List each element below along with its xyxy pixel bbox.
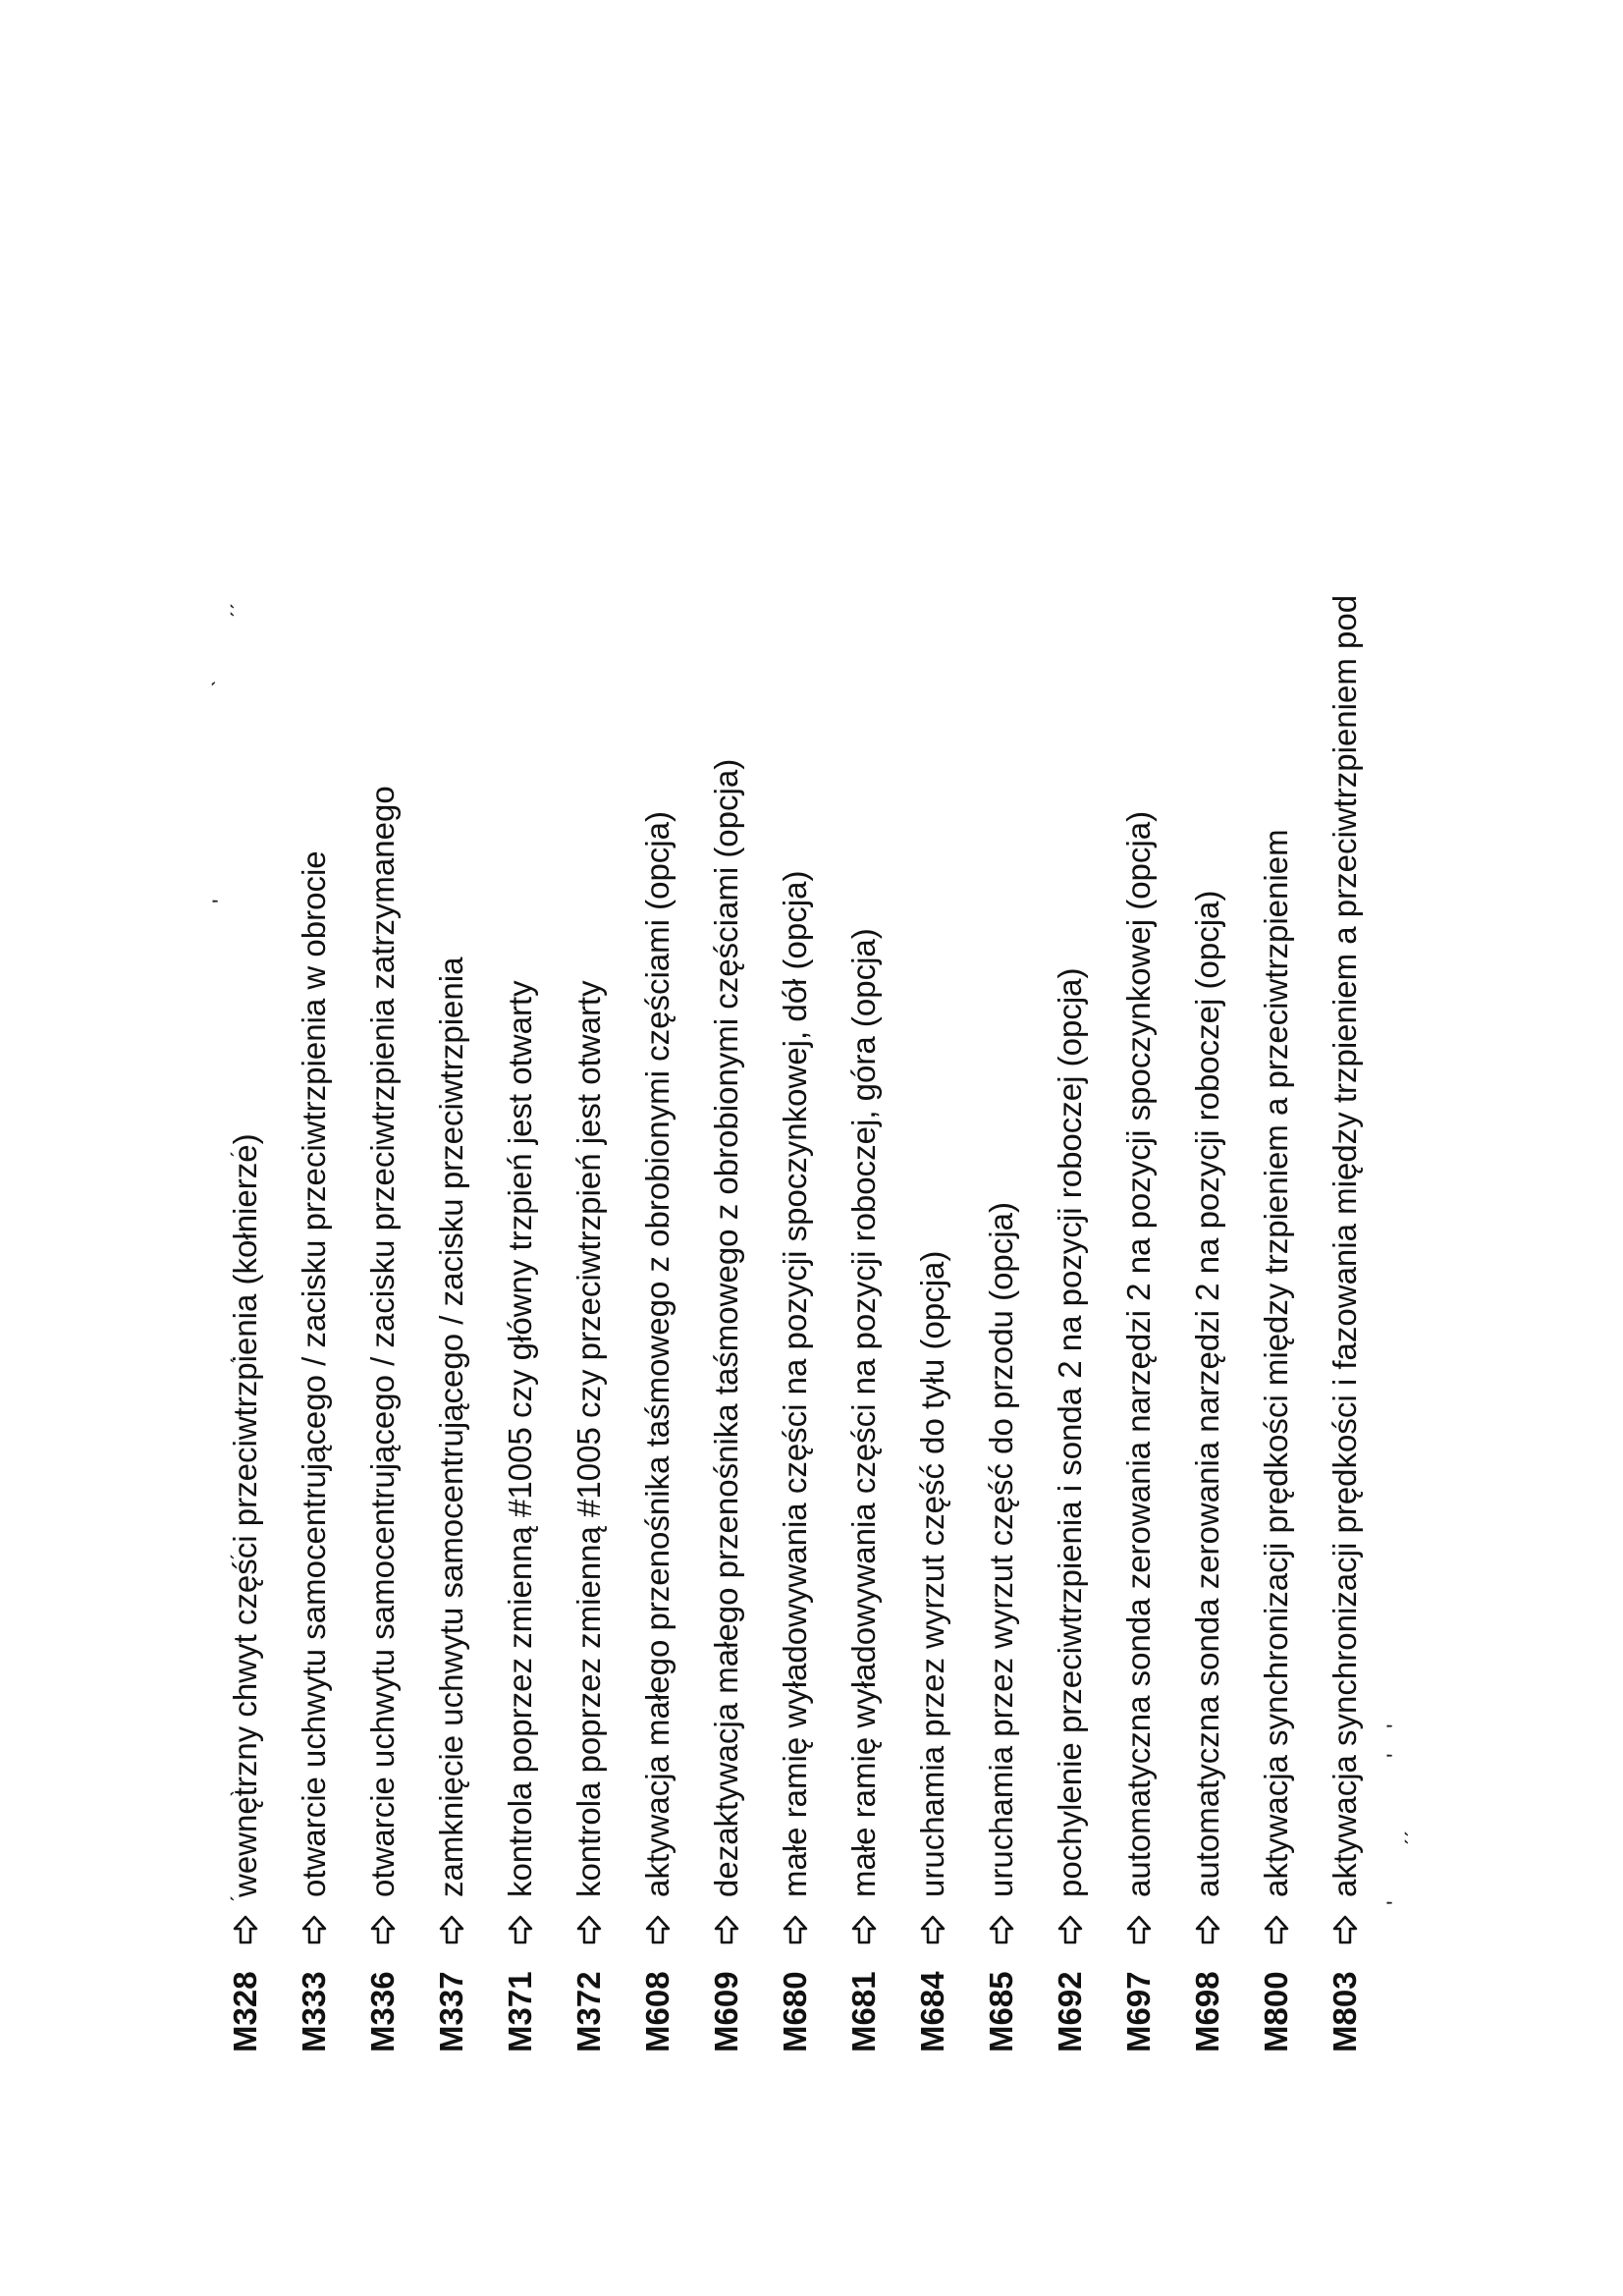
mark: ˎ xyxy=(208,1789,235,1797)
m-code-description: aktywacja małego przenośnika taśmowego z obrobionymi częściami (opcja) xyxy=(639,811,676,1897)
arrow-up-outline-icon xyxy=(918,1905,947,1954)
mark: ˏ xyxy=(208,1151,235,1159)
m-code-description: automatyczna sonda zerowania narzędzi 2 na pozycji spoczynkowej (opcja) xyxy=(1120,810,1157,1897)
mark: ˏˏ xyxy=(1382,1831,1409,1846)
arrow-up-outline-icon xyxy=(781,1905,810,1954)
arrow-up-outline-icon xyxy=(299,1905,329,1954)
arrow-up-outline-icon xyxy=(1330,1905,1360,1954)
mark: ' xyxy=(1382,1753,1409,1758)
m-code-description: kontrola poprzez zmienną #1005 czy przeciwtrzpień jest otwarty xyxy=(570,980,607,1897)
m-code: M609 xyxy=(708,1971,744,2052)
list-item xyxy=(1316,595,1375,2052)
m-code-description: automatyczna sonda zerowania narzędzi 2 na pozycji roboczej (opcja) xyxy=(1189,890,1225,1897)
mark: ˏ xyxy=(208,1554,235,1561)
m-code-description: otwarcie uchwytu samocentrującego / zacisku przeciwtrzpienia zatrzymanego xyxy=(364,786,401,1897)
m-code: M608 xyxy=(639,1971,676,2052)
m-code: M333 xyxy=(296,1971,332,2052)
m-code: M337 xyxy=(433,1971,469,2052)
mark: ˏˏ xyxy=(208,603,235,619)
mark: ' xyxy=(1382,1900,1409,1905)
m-code-description: kontrola poprzez zmienną #1005 czy główny trzpień jest otwarty xyxy=(502,980,538,1897)
list-item xyxy=(1109,811,1168,2052)
m-code: M371 xyxy=(502,1971,538,2052)
arrow-up-outline-icon xyxy=(849,1905,879,1954)
arrow-up-outline-icon xyxy=(1193,1905,1222,1954)
m-code: M328 xyxy=(227,1971,263,2052)
list-item xyxy=(422,957,481,2052)
list-item xyxy=(972,1202,1031,2052)
m-code-description: zamknięcie uchwytu samocentrującego / zacisku przeciwtrzpienia xyxy=(433,957,469,1897)
arrow-up-outline-icon xyxy=(1124,1905,1154,1954)
list-item xyxy=(1247,829,1306,2052)
list-item xyxy=(1041,968,1100,2053)
list-item xyxy=(353,786,412,2052)
m-code-description: dezaktywacja małego przenośnika taśmowego z obrobionymi częściami (opcja) xyxy=(708,758,744,1897)
m-code: M697 xyxy=(1120,1971,1157,2052)
m-code: M336 xyxy=(364,1971,401,2052)
m-code-description: pochylenie przeciwtrzpienia i sonda 2 na pozycji roboczej (opcja) xyxy=(1052,967,1088,1897)
m-code: M680 xyxy=(777,1971,813,2052)
list-item xyxy=(560,980,619,2052)
m-code-description: otwarcie uchwytu samocentrującego / zacisku przeciwtrzpienia w obrocie xyxy=(296,850,332,1897)
arrow-up-outline-icon xyxy=(231,1905,260,1954)
arrow-up-outline-icon xyxy=(987,1905,1016,1954)
m-code: M372 xyxy=(570,1971,607,2052)
arrow-up-outline-icon xyxy=(368,1905,398,1954)
list-item xyxy=(697,759,756,2052)
mark: ' xyxy=(208,899,235,903)
mark: ˋ xyxy=(208,680,235,687)
residual-marks xyxy=(1382,579,1409,2052)
list-item xyxy=(835,928,893,2052)
list-item xyxy=(766,871,825,2052)
m-code-description: aktywacja synchronizacji prędkości między trzpieniem a przeciwtrzpieniem xyxy=(1258,829,1294,1897)
arrow-up-outline-icon xyxy=(574,1905,604,1954)
list-item xyxy=(285,850,344,2052)
arrow-up-outline-icon xyxy=(437,1905,466,1954)
m-code-description: uruchamia przez wyrzut część do przodu (opcja) xyxy=(983,1202,1019,1897)
arrow-up-outline-icon xyxy=(1262,1905,1291,1954)
arrow-up-outline-icon xyxy=(643,1905,673,1954)
mark: ˏ xyxy=(208,1357,235,1365)
rotated-page-content xyxy=(208,285,1409,2052)
arrow-up-outline-icon xyxy=(506,1905,535,1954)
list-item xyxy=(628,811,687,2052)
m-code: M803 xyxy=(1326,1971,1363,2052)
m-code-description: małe ramię wyładowywania części na pozycji roboczej, góra (opcja) xyxy=(845,928,882,1897)
mark: ˏ xyxy=(208,1895,235,1903)
m-code: M698 xyxy=(1189,1971,1225,2052)
m-code: M685 xyxy=(983,1971,1019,2052)
arrow-up-outline-icon xyxy=(712,1905,741,1954)
m-code: M692 xyxy=(1052,1971,1088,2052)
list-item xyxy=(1178,891,1237,2052)
list-item xyxy=(491,980,550,2052)
m-code-description: małe ramię wyładowywania części na pozycji spoczynkowej, dół (opcja) xyxy=(777,870,813,1897)
arrow-up-outline-icon xyxy=(1055,1905,1085,1954)
list-item xyxy=(216,1133,275,2052)
m-code-description: wewnętrzny chwyt części przeciwtrzpienia (kołnierze) xyxy=(227,1133,263,1897)
m-code: M800 xyxy=(1258,1971,1294,2052)
mark: ' xyxy=(1382,1723,1409,1728)
m-code-description: uruchamia przez wyrzut część do tyłu (opcja) xyxy=(914,1250,950,1897)
m-code: M684 xyxy=(914,1971,950,2052)
m-code-description: aktywacja synchronizacji prędkości i fazowania między trzpieniem a przeciwtrzpieniem pod xyxy=(1326,594,1363,1897)
list-item xyxy=(903,1251,962,2052)
m-code: M681 xyxy=(845,1971,882,2052)
